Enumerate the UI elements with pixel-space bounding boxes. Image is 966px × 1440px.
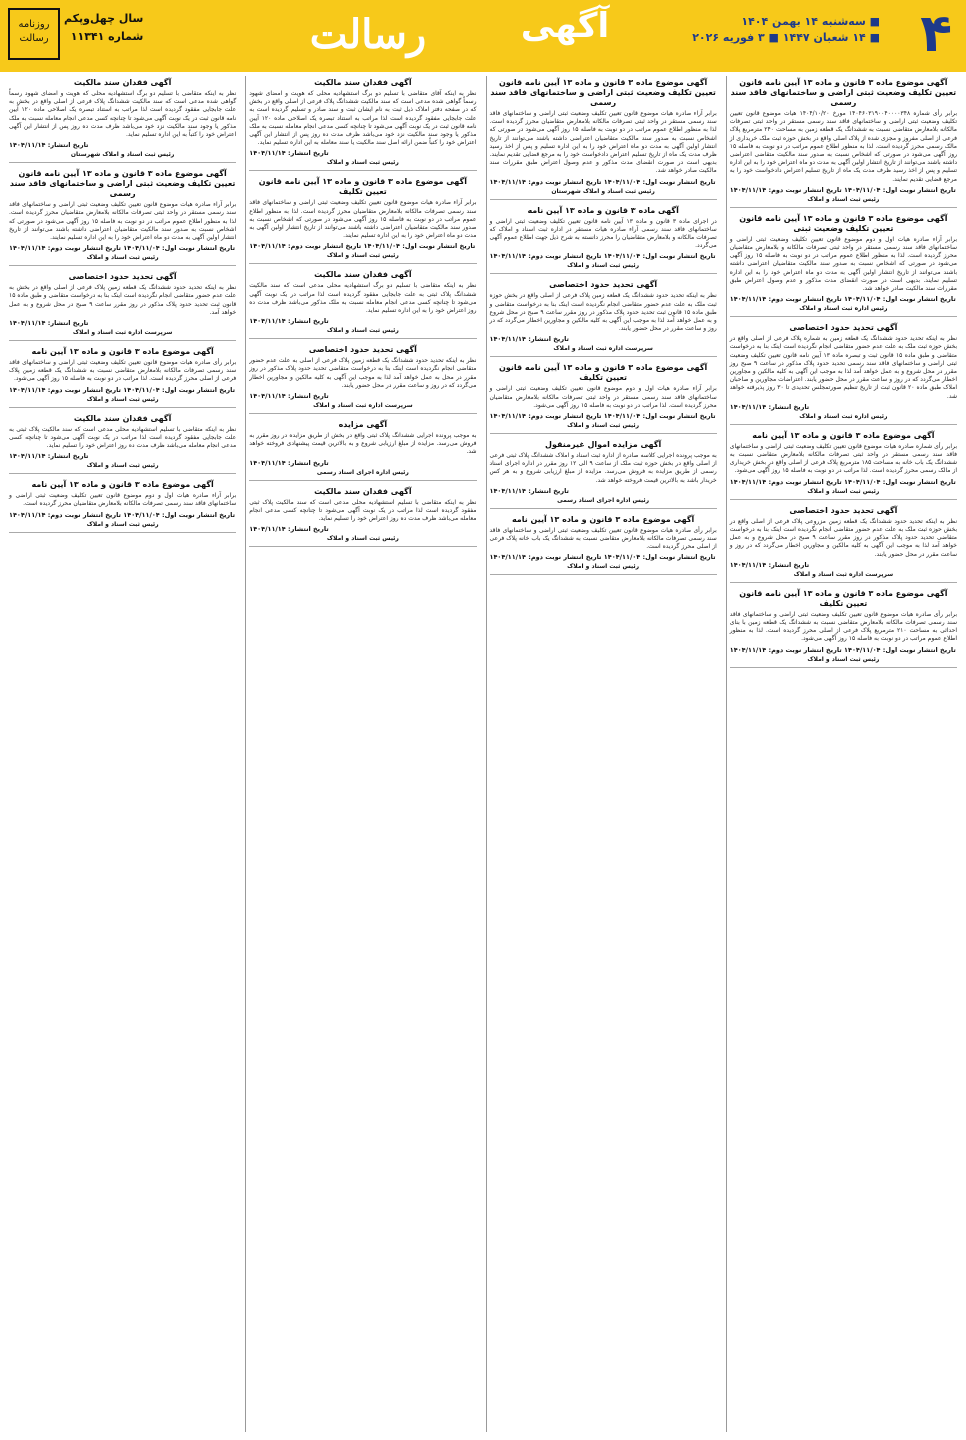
notice-body: برابر رأی صادره هیات موضوع قانون تعیین تکلیف وضعیت ثبتی اراضی و ساختمانهای فاقد سند رسمی تصرفات مالکانه بلامعارض متقاضی نسبت به ششدانگ یک باب خانه پلاک فرعی از اصلی محرز گردیده است.	[489, 526, 717, 551]
notice-dates: تاریخ انتشار نوبت اول: ۱۴۰۴/۱۱/۰۴ تاریخ انتشار نوبت دوم: ۱۴۰۴/۱۱/۱۴	[729, 185, 956, 194]
notice-body: برابر رأی صادره هیات موضوع قانون تعیین تکلیف وضعیت ثبتی اراضی و ساختمانهای فاقد سند رسمی تصرفات مالکانه بلامعارض متقاضی نسبت به ششدانگ یک قطعه زمین با بنای احداثی به مساحت ۲۱۰ مترمربع پلاک فرعی از اصلی محرز گردیده است. لذا به منظور اطلاع عموم مراتب در دو نوبت به فاصله ۱۵ روز آگهی می‌شود.	[729, 610, 957, 643]
date-line-2: ■ ۱۴ شعبان ۱۴۴۷ ■ ۳ فوریه ۲۰۲۶	[692, 31, 880, 44]
notice-title: آگهی تحدید حدود اختصاصی	[308, 345, 417, 355]
notice-title: آگهی تحدید حدود اختصاصی	[789, 323, 898, 333]
notice-body: به موجب پرونده اجرایی کلاسه صادره از اداره ثبت اسناد و املاک ششدانگ پلاک ثبتی فرعی از اصلی واقع در بخش حوزه ثبت ملک از ساعت ۹ الی ۱۲ روز مقرر در اداره اجرای اسناد رسمی از طریق مزایده به فروش می‌رسد. مزایده از مبلغ ارزیابی شروع و به هر کس خریدار باشد به بالاترین قیمت فروخته خواهد شد.	[489, 452, 717, 484]
notice-signer: رئیس ثبت اسناد و املاک شهرستان	[551, 187, 655, 195]
notice-body: برابر آراء صادره هیات اول و دوم موضوع قانون تعیین تکلیف وضعیت ثبتی اراضی و ساختمانهای فاقد سند رسمی مستقر در واحد ثبتی تصرفات مالکانه بلامعارض متقاضیان محرز گردیده است. لذا مراتب در دو نوبت به فاصله ۱۵ روز آگهی می‌شود.	[489, 385, 717, 409]
notice-title: آگهی موضوع ماده ۳ قانون و ماده ۱۳ آیین نامه	[31, 480, 214, 490]
notice-signer: رئیس اداره اجرای اسناد رسمی	[316, 468, 409, 476]
notice-body: نظر به اینکه تحدید حدود ششدانگ یک قطعه زمین پلاک فرعی از اصلی واقع در بخش به علت عدم حضور متقاضی انجام نگردیده است اینک بنا به درخواست متقاضی و طبق ماده ۱۵ قانون ثبت تحدید حدود پلاک مذکور در روز مقرر ساعت ۹ صبح در محل شروع و به عمل خواهد آمد.	[9, 284, 237, 316]
notice	[249, 345, 476, 414]
notice-body: در اجرای ماده ۳ قانون و ماده ۱۳ آیین نامه قانون تعیین تکلیف وضعیت ثبتی اراضی و ساختمانهای فاقد سند رسمی آراء صادره هیات مستقر در اداره ثبت اسناد و املاک که تصرفات مالکانه و بلامعارض متقاضیان را محرز دانسته به شرح ذیل جهت اطلاع عموم آگهی می‌گردد.	[489, 217, 717, 250]
notice-body: نظر به اینکه تحدید حدود ششدانگ یک قطعه زمین پلاک فرعی از اصلی واقع در بخش حوزه ثبت ملک به علت عدم حضور متقاضی انجام نگردیده است اینک بنا به درخواست متقاضی و طبق ماده ۱۵ قانون ثبت تحدید حدود پلاک مذکور در روز مقرر ساعت ۹ صبح در محل شروع و به عمل خواهد آمد لذا به موجب این آگهی به کلیه مالکین و مجاورین اخطار می‌گردد که در روز و ساعت مقرر در محل حضور یابند.	[489, 292, 717, 333]
notice-body: به موجب پرونده اجرایی ششدانگ پلاک ثبتی واقع در بخش از طریق مزایده در روز مقرر به فروش می‌رسد. مزایده از مبلغ ارزیابی شروع و به بالاترین قیمت پیشنهادی فروخته خواهد شد.	[249, 432, 477, 456]
notice	[9, 272, 236, 341]
notice-signer: رئیس ثبت اسناد و املاک	[567, 422, 640, 430]
notice-signer: رئیس ثبت اسناد و املاک	[326, 535, 399, 543]
notice-signer: رئیس ثبت اسناد و املاک	[326, 252, 399, 260]
notice	[490, 280, 717, 357]
ad-column	[486, 76, 720, 1432]
notice	[490, 515, 717, 576]
notice-signer: رئیس ثبت اسناد و املاک	[86, 395, 159, 403]
notice-body: نظر به اینکه تحدید حدود ششدانگ یک قطعه زمین به شماره پلاک فرعی از اصلی واقع در بخش حوزه ثبت ملک به علت عدم حضور متقاضی انجام نگردیده است اینک بنا به درخواست متقاضی و طبق ماده ۱۵ قانون ثبت و تبصره ماده ۱۳ آیین نامه قانون تعیین تکلیف وضعیت ثبتی اراضی و ساختمانهای فاقد سند رسمی تحدید حدود پلاک مذکور در ساعت ۹ صبح روز مقرر در محل شروع و به عمل خواهد آمد لذا به موجب این آگهی به کلیه مالکین و مجاورین اخطار می‌گردد که در روز و ساعت مقرر در محل حضور یابند. اعتراضات مجاورین و صاحبان املاک طبق ماده ۲۰ قانون ثبت از تاریخ تنظیم صورتمجلس تحدیدی تا ۳۰ روز پذیرفته خواهد شد.	[729, 335, 957, 400]
issue-number: شماره ۱۱۳۴۱	[70, 30, 144, 43]
notice-signer: رئیس ثبت اسناد و املاک	[567, 262, 640, 270]
notice-dates: تاریخ انتشار نوبت اول: ۱۴۰۴/۱۱/۰۴ تاریخ انتشار نوبت دوم: ۱۴۰۴/۱۱/۱۴	[729, 477, 956, 486]
notice	[9, 347, 236, 408]
notice-body: برابر رأی شماره ۱۴۰۴۶۰۳۱۹۰۰۴۰۰۰۰۳۴۸ مورخ ۱۴۰۴/۱۰/۲۰ هیات موضوع قانون تعیین تکلیف وضعیت ثبتی اراضی و ساختمانهای فاقد سند رسمی مستقر در واحد ثبتی تصرفات مالکانه بلامعارض متقاضی نسبت به ششدانگ یک قطعه زمین به مساحت ۲۴۰ مترمربع پلاک فرعی از اصلی مفروز و مجزی شده از پلاک اصلی واقع در بخش حوزه ثبت ملک خریداری از مالک رسمی محرز گردیده است. لذا به منظور اطلاع عموم مراتب در دو نوبت به فاصله ۱۵ روز آگهی می‌شود در صورتی که اشخاص نسبت به صدور سند مالکیت متقاضی اعتراضی داشته باشند می‌توانند از تاریخ انتشار اولین آگهی به مدت دو ماه اعتراض خود را به این اداره تسلیم و پس از اخذ رسید ظرف مدت یک ماه از تاریخ تسلیم اعتراض دادخواست خود را به مرجع قضایی تقدیم نمایند.	[729, 110, 957, 183]
notice-dates: تاریخ انتشار: ۱۴۰۴/۱۱/۱۴	[9, 319, 89, 328]
notice-dates: تاریخ انتشار: ۱۴۰۴/۱۱/۱۴	[249, 525, 329, 534]
notice-dates: تاریخ انتشار: ۱۴۰۴/۱۱/۱۴	[249, 392, 329, 401]
notice-signer: رئیس ثبت اسناد و املاک	[326, 159, 399, 167]
notice-title: آگهی موضوع ماده ۳ قانون و ماده ۱۳ آیین نامه قانون تعیین تکلیف	[258, 177, 467, 197]
notice	[490, 78, 717, 200]
notice	[730, 589, 957, 668]
notice	[490, 440, 717, 509]
notice-dates: تاریخ انتشار نوبت اول: ۱۴۰۴/۱۱/۰۴ تاریخ انتشار نوبت دوم: ۱۴۰۴/۱۱/۱۴	[9, 385, 236, 394]
notice-body: برابر آراء صادره هیات اول و دوم موضوع قانون تعیین تکلیف وضعیت ثبتی اراضی و ساختمانهای فاقد سند رسمی مستقر در واحد ثبتی تصرفات مالکانه و بلامعارض متقاضیان محرز گردیده است. لذا به منظور اطلاع عموم مراتب در دو نوبت به فاصله ۱۵ روز آگهی می‌شود در صورتی که اشخاص نسبت به صدور سند مالکیت متقاضیان اعتراضی داشته باشند می‌توانند از تاریخ انتشار اولین آگهی به مدت دو ماه اعتراض خود را به این اداره تسلیم نمایند. بدیهی است در صورت انقضای مدت مذکور و عدم وصول اعتراض طبق مقررات سند مالکیت صادر خواهد شد.	[729, 235, 958, 293]
notice-dates: تاریخ انتشار نوبت اول: ۱۴۰۴/۱۱/۰۴ تاریخ انتشار نوبت دوم: ۱۴۰۴/۱۱/۱۴	[729, 645, 956, 654]
notice-body: برابر آراء صادره هیات اول و دوم موضوع قانون تعیین تکلیف وضعیت ثبتی اراضی و ساختمانهای فاقد سند رسمی تصرفات مالکانه بلامعارض متقاضیان محرز گردیده است.	[9, 492, 237, 508]
notice-signer: سرپرست اداره ثبت اسناد و املاک	[793, 570, 894, 578]
notice-title: آگهی موضوع ماده ۳ قانون و ماده ۱۳ آیین نامه قانون تعیین تکلیف	[499, 363, 708, 383]
ad-column	[726, 76, 960, 1432]
notice-title: آگهی موضوع ماده ۳ قانون و ماده ۱۳ آیین نامه قانون تعیین تکلیف وضعیت ثبتی اراضی و ساختمانهای فاقد سند رسمی	[9, 169, 236, 199]
notice-body: برابر آراء صادره هیات موضوع قانون تعیین تکلیف وضعیت ثبتی اراضی و ساختمانهای فاقد سند رسمی مستقر در واحد ثبتی تصرفات مالکانه بلامعارض متقاضیان محرز گردیده است. لذا به منظور اطلاع عموم مراتب در دو نوبت به فاصله ۱۵ روز آگهی می‌شود در صورتی که اشخاص نسبت به صدور سند مالکیت متقاضیان اعتراضی داشته باشند می‌توانند از تاریخ انتشار اولین آگهی به مدت دو ماه اعتراض خود را به این اداره تسلیم نمایند.	[9, 201, 237, 242]
notice-body: برابر آراء صادره هیات موضوع قانون تعیین تکلیف وضعیت ثبتی اراضی و ساختمانهای فاقد سند رسمی مستقر در واحد ثبتی تصرفات مالکانه بلامعارض متقاضیان محرز گردیده است. لذا به منظور اطلاع عموم مراتب در دو نوبت به فاصله ۱۵ روز آگهی می‌شود در صورتی که اشخاص نسبت به صدور سند مالکیت متقاضیان اعتراضی داشته باشند می‌توانند از تاریخ انتشار اولین آگهی به مدت دو ماه اعتراض خود را به این اداره تسلیم و پس از اخذ رسید ظرف مدت یک ماه از تاریخ تسلیم اعتراض دادخواست خود را به مرجع قضایی تقدیم نمایند. بدیهی است در صورت انقضای مدت مذکور و عدم وصول اعتراض طبق مقررات سند مالکیت صادر خواهد شد.	[489, 110, 717, 175]
notice-signer: سرپرست اداره ثبت اسناد و املاک	[553, 345, 653, 353]
notice-title: آگهی فقدان سند مالکیت	[73, 78, 172, 87]
notice	[9, 414, 236, 475]
ad-column	[6, 76, 239, 1432]
notice-title: آگهی فقدان سند مالکیت	[73, 413, 172, 423]
notice-dates: تاریخ انتشار نوبت اول: ۱۴۰۴/۱۱/۰۴ تاریخ انتشار نوبت دوم: ۱۴۰۴/۱۱/۱۴	[729, 295, 956, 304]
notice-dates: تاریخ انتشار نوبت اول: ۱۴۰۴/۱۱/۰۴ تاریخ انتشار نوبت دوم: ۱۴۰۴/۱۱/۱۴	[489, 252, 716, 261]
notice-title: آگهی مزایده اموال غیرمنقول	[545, 440, 662, 450]
notice	[730, 323, 957, 425]
notice	[730, 506, 957, 583]
notice-signer: رئیس اداره ثبت اسناد و املاک	[799, 412, 888, 420]
notice-body: نظر به اینکه تحدید حدود ششدانگ یک قطعه زمین پلاک فرعی از اصلی به علت عدم حضور متقاضی انجام نگردیده است اینک بنا به درخواست متقاضی تحدید حدود پلاک مذکور در روز مقرر در محل به عمل خواهد آمد لذا به موجب این آگهی به کلیه مالکین و مجاورین اخطار می‌گردد که در روز و ساعت مقرر در محل حضور یابند.	[249, 357, 477, 389]
notice-title: آگهی موضوع ماده ۳ قانون و ماده ۱۳ آیین نامه	[752, 430, 935, 440]
notice-title: آگهی ماده ۳ قانون و ماده ۱۳ آیین نامه	[527, 205, 679, 215]
notice-dates: تاریخ انتشار: ۱۴۰۴/۱۱/۱۴	[489, 486, 569, 495]
notice-body: برابر آراء صادره هیات موضوع قانون تعیین تکلیف وضعیت ثبتی اراضی و ساختمانهای فاقد سند رسمی تصرفات مالکانه بلامعارض متقاضیان محرز گردیده است. لذا به منظور اطلاع عموم مراتب در دو نوبت به فاصله ۱۵ روز آگهی می‌شود در صورتی که اشخاص نسبت به صدور سند مالکیت متقاضیان اعتراضی داشته باشند می‌توانند از تاریخ انتشار اولین آگهی به مدت دو ماه اعتراض خود را به این اداره تسلیم نمایند.	[249, 199, 477, 240]
notice-signer: رئیس اداره اجرای اسناد رسمی	[557, 496, 650, 504]
notice-signer: رئیس اداره ثبت اسناد و املاک	[799, 305, 888, 313]
notice	[490, 206, 717, 275]
notice	[730, 78, 957, 208]
notice-title: آگهی موضوع ماده ۳ قانون و ماده ۱۳ آیین نامه	[31, 347, 214, 357]
notice	[249, 177, 476, 264]
notice-dates: تاریخ انتشار: ۱۴۰۴/۱۱/۱۴	[249, 149, 329, 158]
notice	[9, 169, 236, 266]
notice-dates: تاریخ انتشار: ۱۴۰۴/۱۱/۱۴	[729, 402, 810, 411]
notice	[249, 420, 476, 481]
notice-title: آگهی فقدان سند مالکیت	[314, 78, 412, 87]
notice-title: آگهی مزایده	[338, 420, 388, 430]
notice-body: برابر رأی صادره هیات موضوع قانون تعیین تکلیف وضعیت ثبتی اراضی و ساختمانهای فاقد سند رسمی تصرفات مالکانه بلامعارض متقاضی نسبت به ششدانگ یک قطعه زمین پلاک فرعی از اصلی محرز گردیده است. لذا مراتب در دو نوبت به فاصله ۱۵ روز آگهی می‌شود.	[9, 359, 237, 383]
notice-dates: تاریخ انتشار: ۱۴۰۴/۱۱/۱۴	[9, 452, 89, 461]
notice-body: برابر رأی شماره صادره هیات موضوع قانون تعیین تکلیف وضعیت ثبتی اراضی و ساختمانهای فاقد سند رسمی مستقر در واحد ثبتی تصرفات مالکانه بلامعارض متقاضی نسبت به ششدانگ یک باب خانه به مساحت ۱۸۵ مترمربع پلاک فرعی از اصلی واقع در بخش خریداری از مالک رسمی محرز گردیده است. لذا مراتب در دو نوبت به فاصله ۱۵ روز آگهی می‌شود.	[729, 442, 957, 475]
notice-dates: تاریخ انتشار: ۱۴۰۴/۱۱/۱۴	[729, 560, 810, 569]
notice-body: نظر به اینکه آقای متقاضی با تسلیم دو برگ استشهادیه محلی که هویت و امضای شهود رسماً گواهی شده مدعی است که سند مالکیت ششدانگ پلاک فرعی از اصلی واقع در بخش که در صفحه دفتر املاک ذیل ثبت به نام ایشان ثبت و سند صادر و تسلیم گردیده است به علت جابجایی مفقود گردیده است لذا مراتب به استناد تبصره یک اصلاحی ماده ۱۲۰ آیین نامه قانون ثبت در یک نوبت آگهی می‌شود تا چنانچه کسی مدعی انجام معامله نسبت به ملک مذکور یا وجود سند مالکیت نزد خود می‌باشد ظرف مدت ده روز پس از انتشار این آگهی اعتراض خود را کتباً ضمن ارائه اصل سند مالکیت یا سند معامله به این اداره تسلیم نماید.	[249, 90, 477, 147]
notice-title: آگهی موضوع ماده ۳ قانون و ماده ۱۳ آیین نامه قانون تعیین تکلیف	[739, 588, 948, 608]
notice-dates: تاریخ انتشار نوبت اول: ۱۴۰۴/۱۱/۰۴ تاریخ انتشار نوبت دوم: ۱۴۰۴/۱۱/۱۴	[9, 244, 236, 253]
notice-signer: رئیس ثبت اسناد و املاک	[86, 462, 159, 470]
ad-column	[245, 76, 479, 1432]
notice	[249, 487, 476, 548]
newspaper-logo	[258, 2, 478, 70]
notice-title: آگهی موضوع ماده ۳ قانون و ماده ۱۳ آیین نامه قانون تعیین تکلیف وضعیت ثبتی اراضی و ساختمانهای فاقد سند رسمی	[730, 78, 957, 107]
notice-title: آگهی فقدان سند مالکیت	[314, 270, 412, 280]
notice-dates: تاریخ انتشار نوبت اول: ۱۴۰۴/۱۱/۰۴ تاریخ انتشار نوبت دوم: ۱۴۰۴/۱۱/۱۴	[489, 412, 716, 421]
header-band	[0, 0, 966, 72]
notice-dates: تاریخ انتشار نوبت اول: ۱۴۰۴/۱۱/۰۴ تاریخ انتشار نوبت دوم: ۱۴۰۴/۱۱/۱۴	[489, 553, 716, 562]
notice	[730, 431, 957, 500]
ad-columns	[6, 76, 960, 1432]
notice-body: نظر به اینکه متقاضی با تسلیم دو برگ استشهادیه محلی که هویت و امضای شهود رسماً گواهی شده مدعی است که سند مالکیت ششدانگ پلاک فرعی از اصلی واقع در بخش به علت جابجایی مفقود گردیده است لذا مراتب به استناد تبصره یک اصلاحی ماده ۱۲۰ آیین نامه قانون ثبت در یک نوبت آگهی می‌شود تا چنانچه کسی مدعی انجام معامله نسبت به ملک مذکور یا وجود سند مالکیت نزد خود می‌باشد ظرف مدت ده روز پس از انتشار این آگهی اعتراض خود را کتباً به این اداره تسلیم نماید.	[9, 90, 237, 139]
notice-title: آگهی موضوع ماده ۳ قانون و ماده ۱۳ آیین نامه	[511, 514, 695, 524]
notice	[490, 363, 717, 434]
notice-signer: رئیس ثبت اسناد و املاک	[326, 327, 399, 335]
notice-dates: تاریخ انتشار: ۱۴۰۴/۱۱/۱۴	[249, 317, 329, 326]
notice-body: نظر به اینکه متقاضی با تسلیم استشهادیه محلی مدعی است که سند مالکیت پلاک ثبتی به علت جابجایی مفقود گردیده است لذا مراتب در یک نوبت آگهی می‌شود تا چنانچه کسی مدعی انجام معامله می‌باشد ظرف مدت ده روز اعتراض خود را تسلیم نماید.	[9, 425, 237, 450]
notice-title: آگهی تحدید حدود اختصاصی	[549, 280, 658, 290]
notice-dates: تاریخ انتشار نوبت اول: ۱۴۰۴/۱۱/۰۴ تاریخ انتشار نوبت دوم: ۱۴۰۴/۱۱/۱۴	[9, 510, 236, 519]
notice-dates: تاریخ انتشار: ۱۴۰۴/۱۱/۱۴	[249, 458, 329, 467]
notice-dates: تاریخ انتشار نوبت اول: ۱۴۰۴/۱۱/۰۴ تاریخ انتشار نوبت دوم: ۱۴۰۴/۱۱/۱۴	[489, 177, 716, 186]
notice-dates: تاریخ انتشار: ۱۴۰۴/۱۱/۱۴	[489, 335, 569, 344]
notice	[9, 78, 236, 163]
notice-body: نظر به اینکه متقاضی با تسلیم دو برگ استشهادیه محلی مدعی است که سند مالکیت ششدانگ پلاک ثبتی به علت جابجایی مفقود گردیده است لذا مراتب در یک نوبت آگهی می‌شود تا چنانچه کسی مدعی انجام معامله نسبت به ملک مذکور می‌باشد ظرف مدت ده روز اعتراض خود را به این اداره تسلیم نماید.	[249, 282, 477, 315]
notice-body: نظر به اینکه تحدید حدود ششدانگ یک قطعه زمین مزروعی پلاک فرعی از اصلی واقع در بخش حوزه ثبت ملک به علت عدم حضور متقاضی انجام نگردیده است اینک بنا به درخواست متقاضی تحدید حدود پلاک مذکور در روز مقرر ساعت ۹ صبح در محل شروع و به عمل خواهد آمد لذا به موجب این آگهی به کلیه مالکین و مجاورین اخطار می‌گردد که در روز و ساعت مقرر در محل حضور یابند.	[729, 517, 957, 558]
newspaper-badge: روزنامه رسالت	[8, 8, 60, 60]
date-line-1: ■ سه‌شنبه ۱۴ بهمن ۱۴۰۴	[741, 15, 880, 28]
date-block	[692, 14, 880, 46]
notice-signer: رئیس ثبت اسناد و املاک	[807, 487, 880, 495]
notice-signer: سرپرست اداره ثبت اسناد و املاک	[72, 329, 173, 337]
notice	[249, 78, 476, 171]
notice	[249, 270, 476, 339]
notice-dates: تاریخ انتشار نوبت اول: ۱۴۰۴/۱۱/۰۴ تاریخ انتشار نوبت دوم: ۱۴۰۴/۱۱/۱۴	[249, 242, 476, 251]
notice-signer: رئیس ثبت اسناد و املاک	[807, 195, 880, 203]
notice-dates: تاریخ انتشار: ۱۴۰۴/۱۱/۱۴	[9, 141, 89, 150]
notice-title: آگهی فقدان سند مالکیت	[314, 486, 412, 496]
notice-signer: رئیس ثبت اسناد و املاک	[86, 254, 159, 262]
notice	[9, 480, 236, 532]
notice-signer: رئیس ثبت اسناد و املاک شهرستان	[70, 151, 175, 159]
notice-signer: رئیس ثبت اسناد و املاک	[86, 520, 159, 528]
notice-signer: رئیس ثبت اسناد و املاک	[807, 655, 880, 663]
notice-signer: سرپرست اداره ثبت اسناد و املاک	[313, 402, 413, 410]
page-number: ۴	[920, 4, 952, 64]
notice	[730, 214, 957, 317]
notice-title: آگهی موضوع ماده ۳ قانون و ماده ۱۳ آیین نامه قانون تعیین تکلیف وضعیت ثبتی	[739, 213, 948, 233]
notice-body: نظر به اینکه متقاضی با تسلیم استشهادیه محلی مدعی است که سند مالکیت پلاک ثبتی مفقود گردیده است لذا مراتب در یک نوبت آگهی می‌شود تا چنانچه کسی مدعی انجام معامله می‌باشد ظرف مدت ده روز اعتراض خود را تسلیم نماید.	[249, 498, 477, 523]
notice-title: آگهی موضوع ماده ۳ قانون و ماده ۱۳ آیین نامه قانون تعیین تکلیف وضعیت ثبتی اراضی و ساختمانهای فاقد سند رسمی	[490, 78, 716, 107]
logo-text: رسالت	[309, 11, 427, 58]
section-title: آگهی	[520, 6, 610, 46]
notice-signer: رئیس ثبت اسناد و املاک	[567, 563, 640, 571]
notice-title: آگهی تحدید حدود اختصاصی	[789, 505, 898, 515]
issue-info	[64, 10, 143, 46]
issue-year: سال چهل‌وپکم	[64, 12, 144, 25]
notice-title: آگهی تحدید حدود اختصاصی	[68, 272, 177, 282]
